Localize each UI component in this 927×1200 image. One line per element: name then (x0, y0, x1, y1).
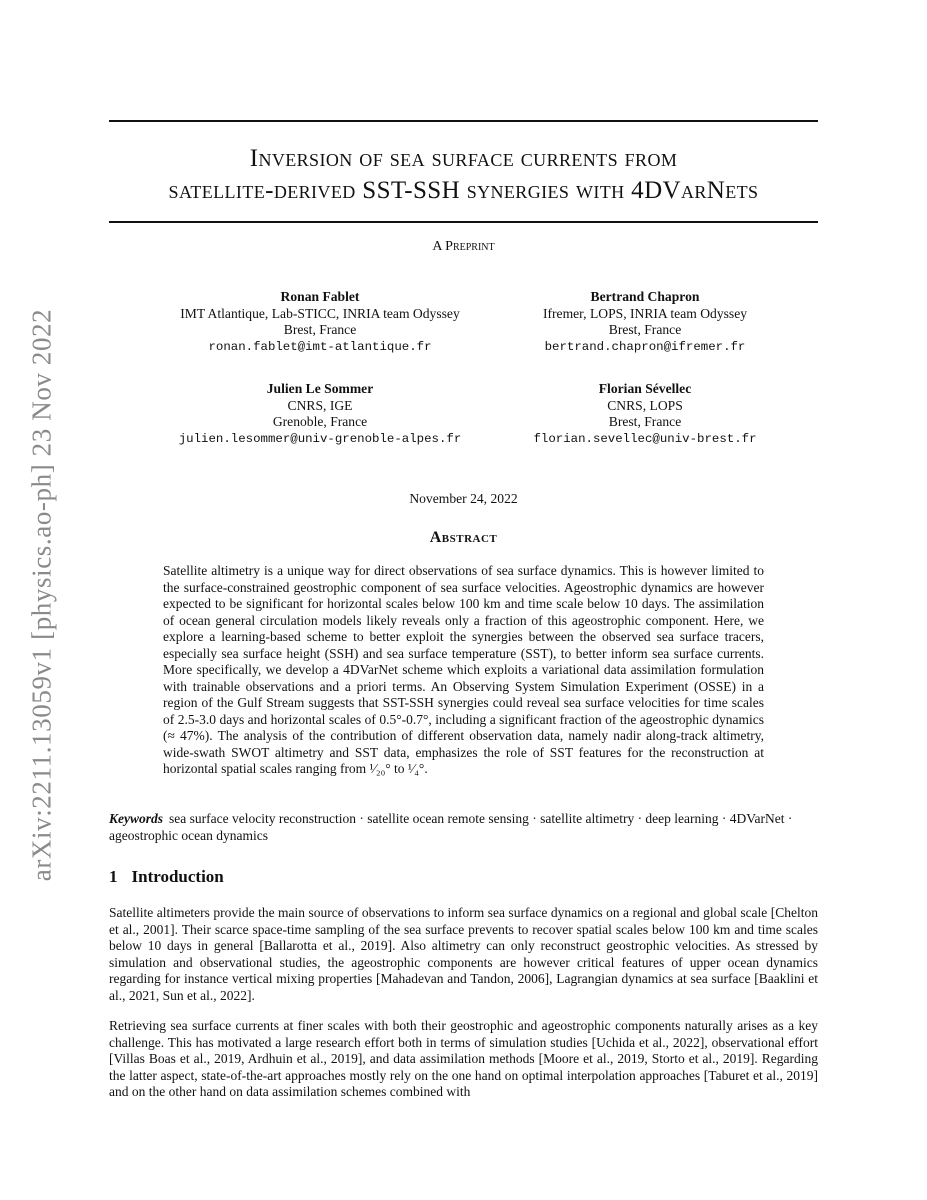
author-block (150, 289, 490, 355)
author-block (505, 381, 785, 447)
section-heading (109, 867, 224, 887)
keywords-list: sea surface velocity reconstruction · satellite ocean remote sensing · satellite altimetry · deep learning · 4DVarNet · ageostrophic ocean dynamics (109, 811, 793, 843)
author-email[interactable]: julien.lesommer@univ-grenoble-alpes.fr (178, 431, 462, 446)
section-number: 1 (109, 867, 118, 886)
abstract-text: Satellite altimetry is a unique way for direct observations of sea surface dynamics. This is however limited to the surface-constrained geostrophic component of sea surface velocities. Ageostrophic dynamics are however expected to be significant for horizontal scales below 100 km and time scale below 10 days. The assimilation of ocean general circulation models likely reveals only a fraction of this ageostrophic component. Here, we explore a learning-based scheme to better exploit the synergies between the observed sea surface tracers, especially sea surface height (SSH) and sea surface temperature (SST), to better inform sea surface currents. More specifically, we develop a 4DVarNet scheme which exploits a variational data assimilation formulation with trainable observations and a priori terms. An Observing System Simulation Experiment (OSSE) in a region of the Gulf Stream suggests that SST-SSH synergies could reveal sea surface velocities for time scales of 2.5-3.0 days and horizontal scales of 0.5°-0.7°, including a significant fraction of the ageostrophic dynamics (≈ 47%). The analysis of the contribution of different observation data, namely nadir along-track altimetry, wide-swath SWOT altimetry and SST data, emphasizes the role of SST features for the reconstruction at horizontal spatial scales ranging from ¹⁄₂₀° to ¹⁄₄°. (163, 563, 764, 776)
body-paragraph: Retrieving sea surface currents at finer scales with both their geostrophic and ageostrophic components naturally arises as a key challenge. This has motivated a large research effort both in terms of simulation studies [Uchida et al., 2022], observational effort [Villas Boas et al., 2019, Ardhuin et al., 2019], and data assimilation methods [Moore et al., 2019, Storto et al., 2019]. Regarding the latter aspect, state-of-the-art approaches mostly rely on the one hand on optimal interpolation approaches [Taburet et al., 2019] and on the other hand on data assimilation schemes combined with (109, 1018, 818, 1100)
author-name: Florian Sévellec (598, 381, 692, 396)
author-location: Brest, France (608, 414, 682, 430)
keywords-block (109, 811, 818, 844)
author-email[interactable]: florian.sevellec@univ-brest.fr (533, 431, 757, 446)
body-paragraph: Satellite altimeters provide the main source of observations to inform sea surface dynamics on a regional and global scale [Chelton et al., 2001]. Their scarce space-time sampling of the sea surface prevents to recover spatial scales below 100 km and time scales below 10 days in general [Ballarotta et al., 2019]. Also altimetry can only reconstruct geostrophic velocities. As stressed by simulation and observational studies, the ageostrophic components are however critical features of upper ocean dynamics regarding for instance vertical mixing properties [Mahadevan and Tandon, 2006], Lagrangian dynamics at sea surface [Baaklini et al., 2021, Sun et al., 2022]. (109, 905, 818, 1003)
paper-title (109, 143, 818, 207)
title-line-1: Inversion of sea surface currents from (249, 145, 678, 172)
author-affiliation: IMT Atlantique, Lab-STICC, INRIA team Odyssey (180, 305, 460, 321)
title-line-2: satellite-derived SST-SSH synergies with 4DVarNets (168, 177, 759, 204)
author-name: Julien Le Sommer (266, 381, 374, 396)
author-name: Ronan Fablet (280, 289, 360, 304)
abstract-heading: Abstract (429, 529, 498, 546)
author-location: Brest, France (608, 322, 682, 338)
author-email[interactable]: ronan.fablet@imt-atlantique.fr (208, 339, 432, 354)
author-affiliation: CNRS, LOPS (607, 397, 683, 413)
author-block (505, 289, 785, 355)
author-block (150, 381, 490, 447)
publication-date: November 24, 2022 (409, 491, 518, 506)
title-top-rule (109, 120, 818, 122)
keywords-label: Keywords (109, 811, 163, 826)
title-bottom-rule (109, 221, 818, 223)
author-affiliation: Ifremer, LOPS, INRIA team Odyssey (542, 305, 748, 321)
author-affiliation: CNRS, IGE (287, 397, 353, 413)
author-email[interactable]: bertrand.chapron@ifremer.fr (544, 339, 746, 354)
author-location: Grenoble, France (272, 414, 368, 430)
author-location: Brest, France (283, 322, 357, 338)
author-name: Bertrand Chapron (590, 289, 700, 304)
section-title: Introduction (131, 867, 224, 886)
preprint-label: A Preprint (432, 239, 495, 254)
arxiv-identifier-stamp[interactable]: arXiv:2211.13059v1 [physics.ao-ph] 23 Nov 2022 (26, 308, 57, 882)
